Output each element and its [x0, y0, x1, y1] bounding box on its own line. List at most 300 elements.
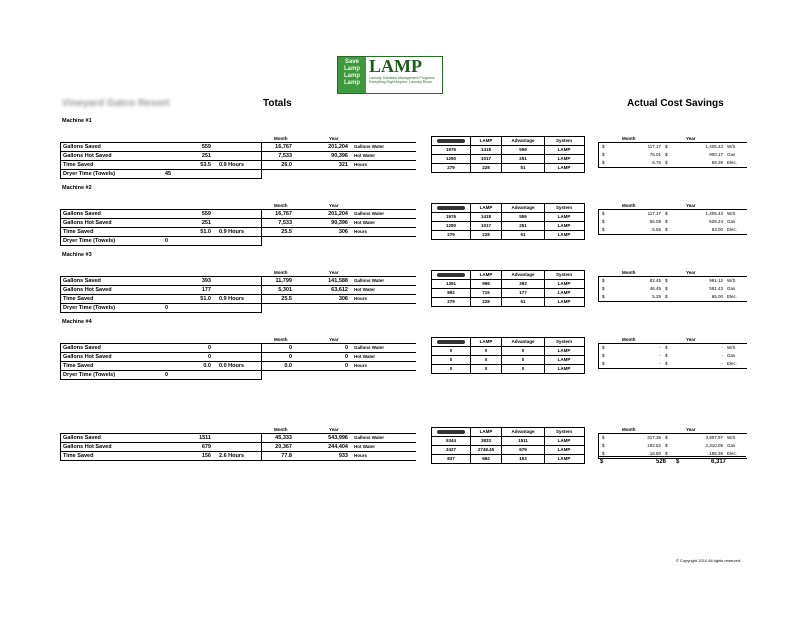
year-value: 201,204 [328, 143, 348, 150]
year-value: 90,396 [331, 219, 348, 226]
row-value: 0.0 [203, 362, 211, 369]
dollar-sign: $ [665, 160, 668, 165]
lamp-cell: LAMP [557, 299, 571, 304]
hours-value: 0.9 Hours [219, 228, 245, 235]
row-value: 679 [201, 443, 211, 450]
lamp-cell: 393 [502, 280, 545, 288]
lamp-row [432, 280, 584, 289]
logo-mark: Save Lamp Lamp Lamp [338, 57, 366, 93]
lamp-cell: 3427 [432, 446, 471, 454]
unit-label: Gallons Water [354, 345, 385, 350]
row-label: Time Saved [63, 295, 94, 302]
totals-row [262, 277, 416, 286]
row-label: Gallons Saved [63, 143, 101, 150]
cost-unit: W/S [727, 278, 736, 283]
lamp-cell: 0 [502, 347, 545, 355]
cost-row [599, 159, 747, 167]
row-value: 156 [201, 452, 211, 459]
col-month: Month [274, 203, 288, 208]
lamp-header-row [432, 271, 584, 280]
row-label: Gallons Hot Saved [63, 286, 112, 293]
savings-box [60, 276, 262, 313]
lamp-cell: 837 [432, 455, 471, 463]
cost-month: 46.45 [649, 286, 661, 291]
cost-row [599, 434, 747, 442]
cost-month: - [659, 345, 661, 350]
unit-label: Hot Water [354, 444, 376, 449]
cost-col-year: Year [686, 136, 696, 141]
month-value: 7,533 [278, 152, 292, 159]
month-value: 25.5 [281, 295, 292, 302]
lamp-cell: 251 [502, 222, 545, 230]
year-value: 933 [338, 452, 348, 459]
hours-value: 0.9 Hours [219, 295, 245, 302]
cost-unit: W/S [727, 435, 736, 440]
unit-label: Hours [354, 296, 368, 301]
lamp-header: LAMP [471, 271, 502, 279]
cost-month: 66.09 [649, 219, 661, 224]
unit-label: Gallons Water [354, 211, 385, 216]
lamp-header-row [432, 204, 584, 213]
lamp-cell: 51 [502, 164, 545, 172]
savings-box [60, 343, 262, 380]
row-value: 53.5 [200, 161, 211, 168]
totals-row [262, 143, 416, 152]
lamp-row [432, 455, 584, 463]
month-value: 77.8 [281, 452, 292, 459]
savings-row [61, 295, 261, 304]
totals-row [262, 210, 416, 219]
hours-value: 0.0 Hours [219, 362, 245, 369]
lamp-cell: 228 [471, 298, 502, 306]
cost-unit: Elec. [727, 294, 738, 299]
lamp-cell: LAMP [557, 281, 571, 286]
row-label: Gallons Saved [63, 344, 101, 351]
lamp-cell: LAMP [557, 165, 571, 170]
row-label: Dryer Time (Towels) [63, 170, 116, 177]
actual-cost-title: Actual Cost Savings [627, 98, 724, 109]
lamp-header: System [555, 429, 572, 434]
lamp-header: LAMP [471, 204, 502, 212]
lamp-cell: 1017 [471, 155, 502, 163]
lamp-cell: 715 [471, 289, 502, 297]
row-value: 51.0 [200, 295, 211, 302]
cost-month: 5.76 [652, 160, 661, 165]
savings-row [61, 161, 261, 170]
savings-row [61, 152, 261, 161]
row-value: 51.0 [200, 228, 211, 235]
totals-box [261, 276, 416, 304]
lamp-cell: 51 [502, 298, 545, 306]
lamp-row [432, 446, 584, 455]
lamp-row [432, 231, 584, 239]
lamp-cell: 228 [471, 231, 502, 239]
month-value: 26.0 [281, 161, 292, 168]
cost-month: - [659, 353, 661, 358]
row-label: Gallons Saved [63, 210, 101, 217]
lamp-logo [337, 56, 443, 94]
lamp-cell: 2748.45 [471, 446, 502, 454]
lamp-cell: 684 [471, 455, 502, 463]
lamp-cell: LAMP [557, 456, 571, 461]
totals-row [262, 443, 416, 452]
lamp-cell: 1280 [432, 222, 471, 230]
year-value: 90,396 [331, 152, 348, 159]
cost-year: 65.00 [711, 294, 723, 299]
cost-month: 82.45 [649, 278, 661, 283]
totals-row [262, 219, 416, 228]
dollar-sign: $ [665, 227, 668, 232]
totals-row [262, 452, 416, 460]
row-value: 559 [201, 210, 211, 217]
totals-row [262, 152, 416, 161]
cost-year: 2,310.05 [705, 443, 723, 448]
dollar-sign: $ [665, 451, 668, 456]
lamp-cell: 251 [502, 155, 545, 163]
cost-year: 528.24 [709, 219, 723, 224]
lamp-cell: 559 [502, 213, 545, 221]
lamp-cell: LAMP [557, 223, 571, 228]
lamp-cell: 5344 [432, 437, 471, 445]
lamp-table [431, 337, 585, 374]
row-label: Dryer Time (Towels) [63, 237, 116, 244]
cost-unit: Elec. [727, 451, 738, 456]
month-value: 45,333 [275, 434, 292, 441]
dollar-sign: $ [665, 219, 668, 224]
cost-row [599, 218, 747, 226]
cost-year: 69.39 [711, 160, 723, 165]
month-value: 25.5 [281, 228, 292, 235]
cost-unit: Gas [727, 353, 736, 358]
logo-tagline-2: Everything Right Anyone: Laundry Room [369, 80, 433, 84]
unit-label: Hot Water [354, 220, 376, 225]
lamp-cell: LAMP [557, 232, 571, 237]
lamp-header: Advantage [502, 271, 545, 279]
savings-row [61, 443, 261, 452]
col-year: Year [329, 270, 339, 275]
row-value: 0 [207, 344, 211, 351]
col-year: Year [329, 427, 339, 432]
cost-month: 16.50 [649, 451, 661, 456]
cost-month: 76.01 [649, 152, 661, 157]
totals-box [261, 433, 416, 461]
savings-row [61, 170, 261, 178]
lamp-cell: 1418 [471, 213, 502, 221]
cost-row [599, 352, 747, 360]
lamp-cell: 1017 [471, 222, 502, 230]
lamp-header: Advantage [502, 204, 545, 212]
dollar-sign: $ [602, 160, 605, 165]
dollar-sign: $ [602, 451, 605, 456]
row-value: 559 [201, 143, 211, 150]
cost-row [599, 344, 747, 352]
dollar-sign: $ [600, 459, 604, 465]
dollar-sign: $ [665, 211, 668, 216]
lamp-cell: 679 [502, 446, 545, 454]
cost-unit: W/S [727, 144, 736, 149]
row-label: Gallons Hot Saved [63, 219, 112, 226]
dryer-value: 0 [165, 371, 169, 378]
lamp-table [431, 136, 585, 173]
dollar-sign: $ [602, 278, 605, 283]
savings-row [61, 434, 261, 443]
year-value: 321 [338, 161, 348, 168]
cost-month: 317.35 [647, 435, 661, 440]
savings-row [61, 353, 261, 362]
dollar-sign: $ [602, 345, 605, 350]
row-label: Dryer Time (Towels) [63, 371, 116, 378]
lamp-header-row [432, 137, 584, 146]
hours-value: 2.6 Hours [219, 452, 245, 459]
year-value: 306 [338, 228, 348, 235]
cost-col-year: Year [686, 427, 696, 432]
row-value: 0 [207, 353, 211, 360]
lamp-table [431, 203, 585, 240]
savings-row [61, 210, 261, 219]
lamp-cell: 177 [502, 289, 545, 297]
lamp-cell: 0 [471, 356, 502, 364]
dollar-sign: $ [602, 227, 605, 232]
cost-row [599, 285, 747, 293]
unit-label: Hours [354, 363, 368, 368]
cost-unit: Elec. [727, 361, 738, 366]
totals-box [261, 343, 416, 371]
cost-year: 3,807.97 [705, 435, 723, 440]
dollar-sign: $ [602, 152, 605, 157]
cost-row [599, 277, 747, 285]
cost-row [599, 151, 747, 159]
totals-row [262, 228, 416, 236]
cost-unit: Gas [727, 443, 736, 448]
lamp-cell: 0 [471, 365, 502, 373]
col-year: Year [329, 203, 339, 208]
cost-year: - [721, 353, 723, 358]
totals-row [262, 295, 416, 303]
col-month: Month [274, 427, 288, 432]
lamp-row [432, 347, 584, 356]
lamp-header: System [555, 138, 572, 143]
lamp-cell: LAMP [557, 214, 571, 219]
lamp-header: System [555, 272, 572, 277]
lamp-header-row [432, 338, 584, 347]
lamp-cell: LAMP [557, 357, 571, 362]
totals-row [262, 286, 416, 295]
savings-box [60, 209, 262, 246]
totals-box [261, 142, 416, 170]
savings-row [61, 344, 261, 353]
lamp-cell: 1418 [471, 146, 502, 154]
cost-year: 1,405.43 [705, 211, 723, 216]
resort-name [62, 98, 170, 109]
machine-label: Machine #4 [62, 319, 92, 325]
cost-row [599, 442, 747, 450]
lamp-row [432, 298, 584, 306]
lamp-cell: 892 [432, 289, 471, 297]
row-value: 251 [201, 219, 211, 226]
machine-label: Machine #2 [62, 185, 92, 191]
month-value: 5,301 [278, 286, 292, 293]
totals-title: Totals [263, 98, 292, 109]
row-value: 393 [201, 277, 211, 284]
cost-unit: Gas [727, 152, 736, 157]
lamp-cell: 1391 [432, 280, 471, 288]
year-value: 141,588 [328, 277, 348, 284]
lamp-cell: 279 [432, 231, 471, 239]
row-label: Gallons Saved [63, 277, 101, 284]
resort-name-blurred: Vineyard Gatco Resort [62, 98, 170, 109]
month-value: 20,367 [275, 443, 292, 450]
dollar-sign: $ [665, 144, 668, 149]
totals-row [262, 434, 416, 443]
lamp-row [432, 356, 584, 365]
cost-table [598, 209, 747, 235]
grand-total-year: 6,317 [710, 459, 726, 465]
unit-label: Gallons Water [354, 278, 385, 283]
row-label: Gallons Hot Saved [63, 443, 112, 450]
dollar-sign: $ [665, 361, 668, 366]
lamp-cell: LAMP [557, 366, 571, 371]
cost-unit: Gas [727, 286, 736, 291]
savings-row [61, 143, 261, 152]
savings-row [61, 228, 261, 237]
dollar-sign: $ [602, 443, 605, 448]
totals-row [262, 353, 416, 362]
month-value: 16,767 [275, 210, 292, 217]
cost-col-month: Month [622, 270, 636, 275]
unit-label: Gallons Water [354, 144, 385, 149]
cost-year: 1,405.43 [705, 144, 723, 149]
cost-row [599, 293, 747, 301]
totals-row [262, 362, 416, 370]
cost-col-month: Month [622, 136, 636, 141]
lamp-cell: 3833 [471, 437, 502, 445]
savings-row [61, 371, 261, 379]
cost-year: - [721, 361, 723, 366]
lamp-cell: LAMP [557, 348, 571, 353]
dollar-sign: $ [665, 435, 668, 440]
cost-col-month: Month [622, 337, 636, 342]
lamp-cell: 153 [502, 455, 545, 463]
lamp-header: System [555, 205, 572, 210]
dollar-sign: $ [665, 152, 668, 157]
cost-unit: W/S [727, 345, 736, 350]
lamp-row [432, 365, 584, 373]
lamp-header-row [432, 428, 584, 437]
row-label: Dryer Time (Towels) [63, 304, 116, 311]
year-value: 201,204 [328, 210, 348, 217]
lamp-cell: 0 [502, 365, 545, 373]
row-value: 177 [201, 286, 211, 293]
lamp-header: LAMP [471, 338, 502, 346]
lamp-row [432, 164, 584, 172]
lamp-cell: 0 [432, 347, 471, 355]
savings-row [61, 452, 261, 460]
lamp-header-redacted [432, 137, 471, 145]
cost-year: 195.39 [709, 451, 723, 456]
lamp-cell: 559 [502, 146, 545, 154]
lamp-header-redacted [432, 338, 471, 346]
lamp-header: System [555, 339, 572, 344]
cost-month: 117.17 [647, 211, 661, 216]
month-value: 7,533 [278, 219, 292, 226]
cost-year: 63.00 [711, 227, 723, 232]
lamp-row [432, 437, 584, 446]
unit-label: Hours [354, 453, 368, 458]
dollar-sign: $ [602, 435, 605, 440]
dollar-sign: $ [602, 361, 605, 366]
row-label: Time Saved [63, 452, 94, 459]
cost-month: 117.17 [647, 144, 661, 149]
lamp-header: Advantage [502, 428, 545, 436]
dollar-sign: $ [602, 211, 605, 216]
year-value: 0 [344, 353, 348, 360]
dollar-sign: $ [665, 294, 668, 299]
cost-col-year: Year [686, 203, 696, 208]
lamp-cell: 1976 [432, 146, 471, 154]
dryer-value: 0 [165, 304, 169, 311]
lamp-row [432, 289, 584, 298]
cost-col-month: Month [622, 427, 636, 432]
lamp-cell: 998 [471, 280, 502, 288]
machine-label: Machine #1 [62, 118, 92, 124]
dollar-sign: $ [602, 353, 605, 358]
cost-unit: Elec. [727, 160, 738, 165]
savings-row [61, 237, 261, 245]
lamp-header: Advantage [502, 338, 545, 346]
cost-year: - [721, 345, 723, 350]
lamp-header: LAMP [471, 428, 502, 436]
lamp-cell: LAMP [557, 156, 571, 161]
lamp-header-redacted [432, 204, 471, 212]
lamp-cell: 1511 [502, 437, 545, 445]
hours-value: 0.9 Hours [219, 161, 245, 168]
unit-label: Hours [354, 162, 368, 167]
savings-row [61, 219, 261, 228]
totals-row [262, 344, 416, 353]
lamp-cell: 279 [432, 298, 471, 306]
cost-table [598, 343, 747, 369]
lamp-cell: 0 [502, 356, 545, 364]
cost-row [599, 143, 747, 151]
cost-unit: W/S [727, 211, 736, 216]
unit-label: Hot Water [354, 354, 376, 359]
lamp-table [431, 270, 585, 307]
month-value: 16,767 [275, 143, 292, 150]
col-year: Year [329, 337, 339, 342]
savings-row [61, 362, 261, 371]
lamp-row [432, 155, 584, 164]
row-label: Time Saved [63, 161, 94, 168]
month-value: 0 [288, 353, 292, 360]
col-month: Month [274, 337, 288, 342]
cost-year: 900.17 [709, 152, 723, 157]
row-label: Gallons Hot Saved [63, 152, 112, 159]
month-value: 0 [288, 344, 292, 351]
col-month: Month [274, 270, 288, 275]
cost-unit: Elec. [727, 227, 738, 232]
lamp-header: LAMP [471, 137, 502, 145]
year-value: 63,612 [331, 286, 348, 293]
lamp-cell: LAMP [557, 147, 571, 152]
lamp-cell: 1976 [432, 213, 471, 221]
lamp-cell: LAMP [557, 438, 571, 443]
col-year: Year [329, 136, 339, 141]
unit-label: Gallons Water [354, 435, 385, 440]
lamp-cell: 0 [432, 365, 471, 373]
savings-row [61, 277, 261, 286]
grand-total-row [598, 456, 746, 465]
col-month: Month [274, 136, 288, 141]
